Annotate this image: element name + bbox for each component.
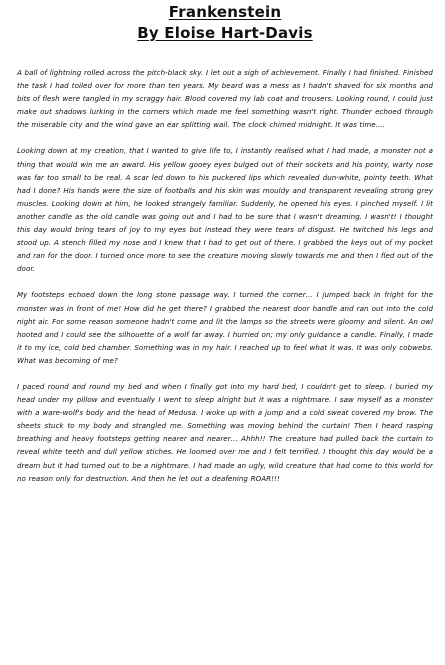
document-title: Frankenstein: [168, 3, 282, 21]
paragraph-3: My footsteps echoed down the long stone passage way. I turned the corner… I jumped back in fright for the monster was in front of me! How did he get there? I grabbed the nearest door handle and ran out into the cold night air. For some reason someone hadn't come and lit the lamps so the streets were gloomy and silent. An owl hooted and I could see the silhouette of a wolf far away. I hurried on; my only guidance a candle. Finally, I made it to my ice, cold bed chamber. Something was in my hair. I reached up to feel what it was. It was only cobwebs. What was becoming of me?: [17, 290, 433, 365]
paragraph-4: I paced round and round my bed and when I finally got into my hard bed, I couldn't get to sleep. I buried my head under my pillow and eventually I went to sleep alright but it was a nightmare. I saw myself as a monster with a ware-wolf's body and the head of Medusa. I woke up with a jump and a cold sweat covered my brow. The sheets stuck to my body and strangled me. Something was moving behind the curtain! Then I heard rasping breathing and heavy footsteps getting nearer and nearer… Ahhh!! The creature had pulled back the curtain to reveal white teeth and dull yellow stiches. He loomed over me and I felt terrified. I thought this day would be a dream but it had turned out to be a nightmare. I had made an ugly, wild creature that had come to this world for no reason only for destruction. And then he let out a deafening ROAR!!!: [17, 381, 433, 483]
document-author: By Eloise Hart-Davis: [137, 24, 313, 42]
paragraph-2: Looking down at my creation, that I wanted to give life to, I instantly realised what I had made, a monster not a thing that would win me an award. His yellow gooey eyes bulged out of their sockets and his pointy, warty nose was far too small to be real. A scar led down to his puckered lips which revealed dun-white, pointy teeth. What had I done? His hands were the size of footballs and his skin was mouldy and transparent revealing strong grey muscles. Looking down at him, he looked strangely familiar. Suddenly, he opened his eyes. I pinched myself. I lit another candle as the old candle was going out and I had to be sure that I wasn't dreaming. I wasn't! I thought this day would bring tears of joy to my eyes but instead they were tears of disgust. He twitched his legs and stood up. A stench filled my nose and I knew that I had to get out of there. I grabbed the keys out of my pocket and ran for the door. I turned once more to see the creature moving slowly towards me and then I fled out of the door.: [17, 146, 433, 274]
paragraph-1: A ball of lightning rolled across the pitch-black sky. I let out a sigh of achievement. Finally I had finished. Finished the task I had toiled over for more than ten years. My beard was a mess as I hadn't shaved for six months and bits of flesh were tangled in my scraggy hair. Blood covered my lab coat and trousers. Looking round, I could just make out shadows lurking in the corners which made me feel something wasn't right. Thunder echoed through the miserable city and the wind gave an ear splitting wail. The clock chimed midnight. It was time….: [17, 68, 433, 130]
